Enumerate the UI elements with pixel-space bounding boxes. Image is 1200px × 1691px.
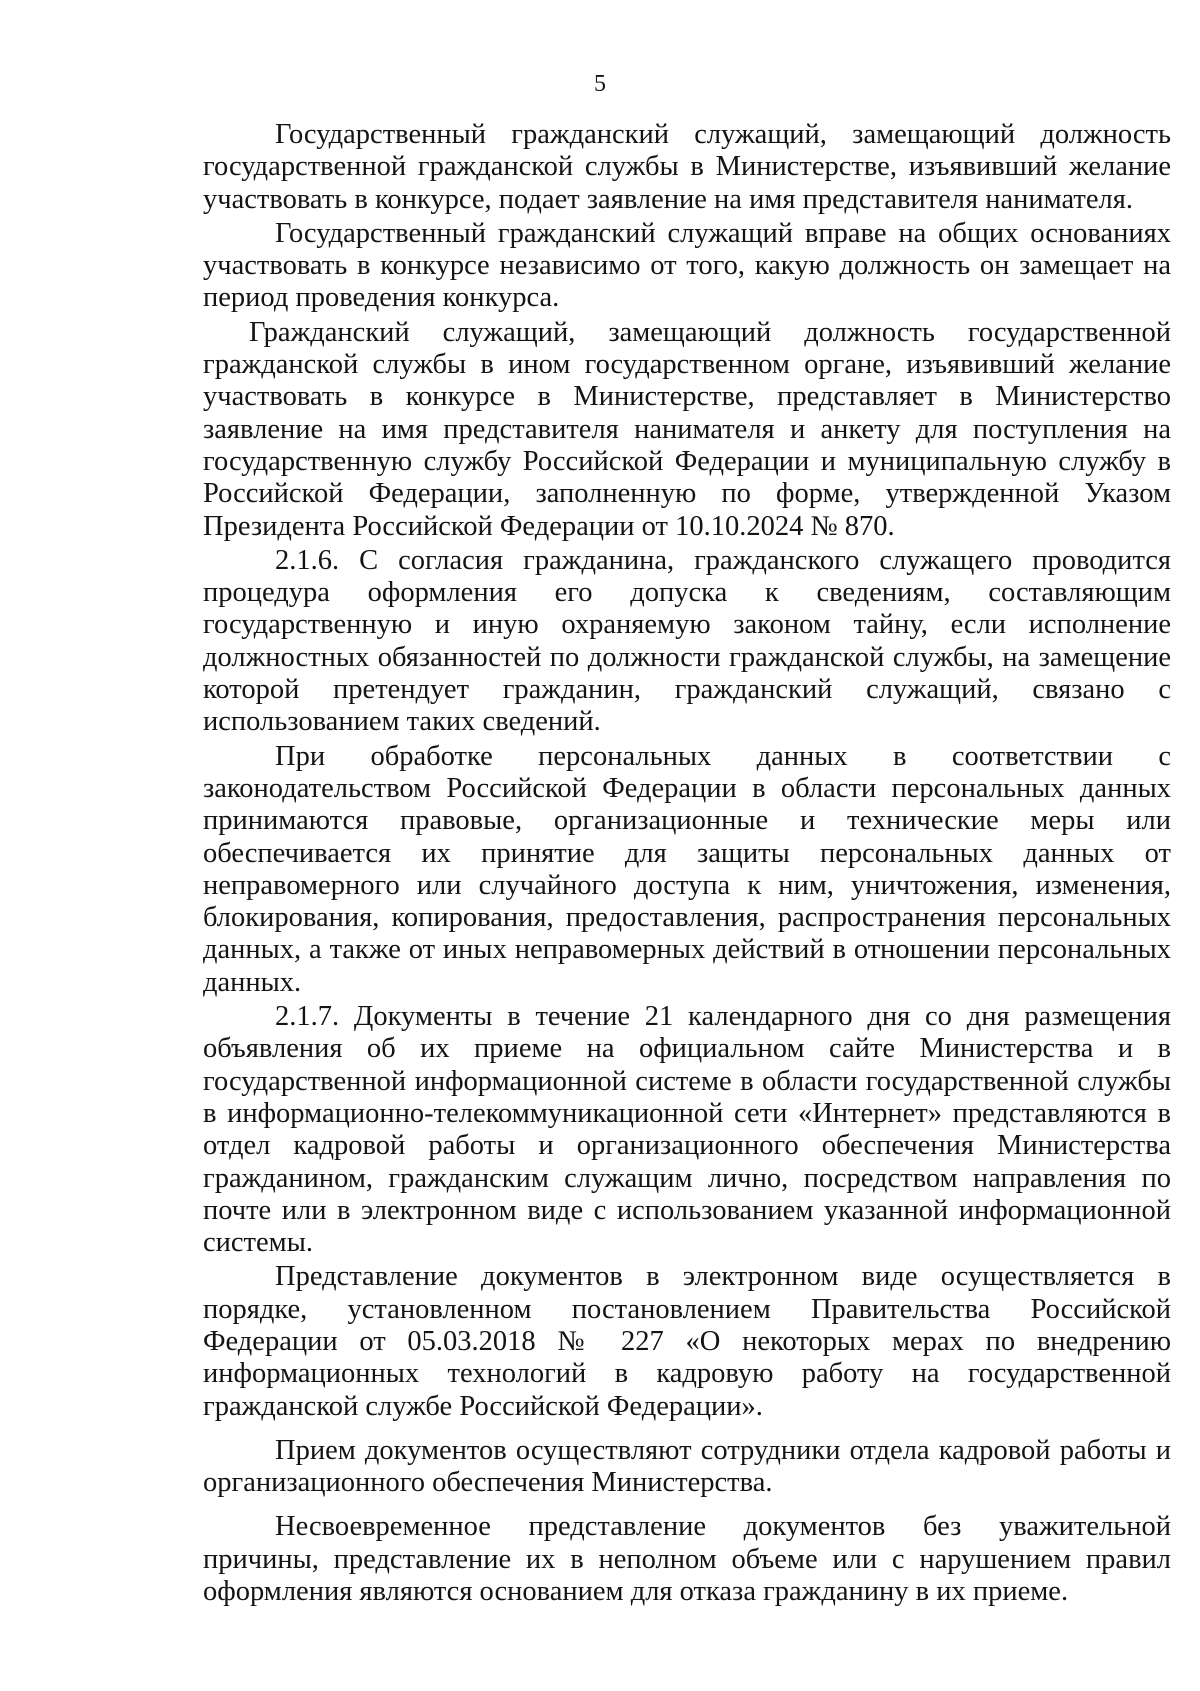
paragraph-2-1-7-documents: 2.1.7. Документы в течение 21 календарного дня со дня размещения объявления об их приеме на официальном сайте Министерства и в государственной информационной системе в области государственной службы в информационно-телекоммуникационной сети «Интернет» представляются в отдел кадровой работы и организационного обеспечения Министерства гражданином, гражданским служащим лично, посредством направления по почте или в электронном виде с использованием указанной информационной системы. (203, 1001, 1171, 1259)
paragraph-civil-servant-application: Государственный гражданский служащий, замещающий должность государственной гражданской службы в Министерстве, изъявивший желание участвовать в конкурсе, подает заявление на имя представителя нанимателя. (203, 119, 1171, 215)
paragraph-right-to-participate: Государственный гражданский служащий вправе на общих основаниях участвовать в конкурсе независимо от того, какую должность он замещает на период проведения конкурса. (203, 217, 1171, 314)
paragraph-personal-data: При обработке персональных данных в соответствии с законодательством Российской Федерации в области персональных данных принимаются правовые, организационные и технические меры или обеспечивается их принятие для защиты персональных данных от неправомерного или случайного доступа к ним, уничтожения, изменения, блокирования, копирования, предоставления, распространения персональных данных, а также от иных неправомерных действий в отношении персональных данных. (203, 740, 1171, 998)
page-number: 5 (594, 71, 606, 97)
document-body (203, 119, 1171, 1608)
paragraph-2-1-6-clearance: 2.1.6. С согласия гражданина, гражданского служащего проводится процедура оформления его допуска к сведениям, составляющим государственную и иную охраняемую законом тайну, если исполнение должностных обязанностей по должности гражданской службы, на замещение которой претендует гражданин, гражданский служащий, связано с использованием таких сведений. (203, 544, 1171, 738)
paragraph-other-agency-servant: Гражданский служащий, замещающий должность государственной гражданской службы в ином государственном органе, изъявивший желание участвовать в конкурсе в Министерстве, представляет в Министерство заявление на имя представителя нанимателя и анкету для поступления на государственную службу Российской Федерации и муниципальную службу в Российской Федерации, заполненную по форме, утвержденной Указом Президента Российской Федерации от 10.10.2024 № 870. (203, 316, 1171, 542)
paragraph-document-reception: Прием документов осуществляют сотрудники отдела кадровой работы и организационного обеспечения Министерства. (203, 1434, 1171, 1499)
paragraph-electronic-submission: Представление документов в электронном виде осуществляется в порядке, установленном постановлением Правительства Российской Федерации от 05.03.2018 № 227 «О некоторых мерах по внедрению информационных технологий в кадровую работу на государственной гражданской службе Российской Федерации». (203, 1261, 1171, 1422)
paragraph-late-submission: Несвоевременное представление документов без уважительной причины, представление их в неполном объеме или с нарушением правил оформления являются основанием для отказа гражданину в их приеме. (203, 1511, 1171, 1608)
